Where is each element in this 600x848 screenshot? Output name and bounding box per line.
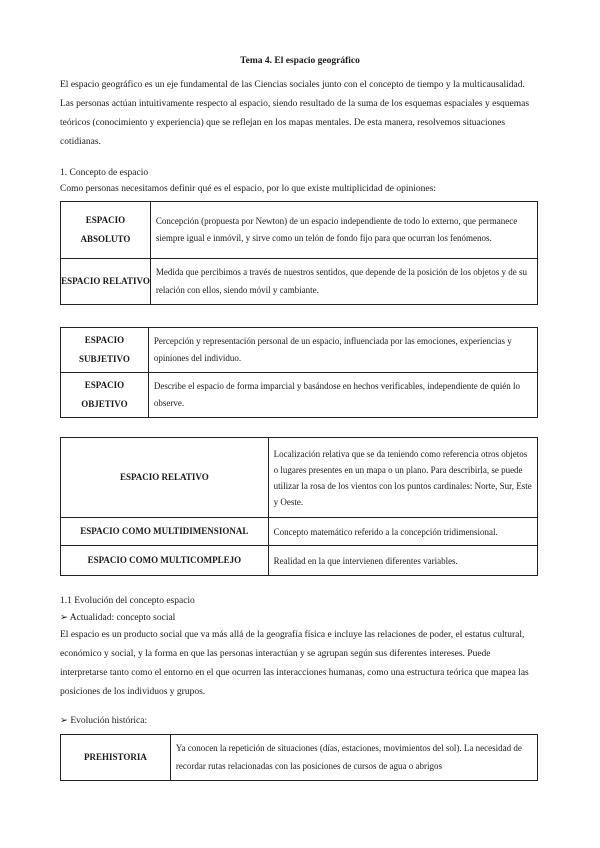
table-row <box>61 202 538 259</box>
table-term: ESPACIO OBJETIVO <box>61 373 149 418</box>
intro-paragraph: El espacio geográfico es un eje fundamental de las Ciencias sociales junto con el concepto de tiempo y la multicausalidad. Las personas actúan intuitivamente respecto al espacio, siendo resultado de la suma de los esquemas espaciales y esquemas teóricos (conocimiento y experiencia) que se reflejan en los mapas mentales. De esta manera, resolvemos situaciones cotidianas. <box>60 80 530 147</box>
section-text: Como personas necesitamos definir qué es el espacio, por lo que existe multiplicidad de opiniones: <box>60 184 436 194</box>
subsection-heading: 1.1 Evolución del concepto espacio <box>60 596 195 606</box>
table-row <box>61 259 538 305</box>
table-row <box>61 328 538 373</box>
table-description: Realidad en la que intervienen diferentes variables. <box>268 546 537 576</box>
concept-table-2 <box>60 327 538 418</box>
table-term: ESPACIO COMO MULTIDIMENSIONAL <box>61 518 269 546</box>
table-row <box>61 546 538 576</box>
table-description: Concepto matemático referido a la concepción tridimensional. <box>268 518 537 546</box>
table-description: Ya conocen la repetición de situaciones (días, estaciones, movimientos del sol). La necesidad de recordar rutas relacionadas con las posiciones de cursos de agua o abrigos <box>170 735 537 781</box>
table-term: ESPACIO COMO MULTICOMPLEJO <box>61 546 269 576</box>
table-description: Medida que percibimos a través de nuestros sentidos, que depende de la posición de los objetos y de su relación con ellos, siendo móvil y cambiante. <box>150 259 537 305</box>
actualidad-heading: ➢ Actualidad: concepto social <box>60 613 176 623</box>
table-term: ESPACIO ABSOLUTO <box>61 202 151 259</box>
concept-table-3 <box>60 437 538 576</box>
historica-heading: ➢ Evolución histórica: <box>60 716 148 726</box>
table-row <box>61 518 538 546</box>
table-description: Describe el espacio de forma imparcial y basándose en hechos verificables, independiente de quién lo observe. <box>148 373 537 418</box>
table-term: ESPACIO SUBJETIVO <box>61 328 149 373</box>
table-row <box>61 373 538 418</box>
actualidad-paragraph: El espacio es un producto social que va más allá de la geografía física e incluye las relaciones de poder, el estatus cultural, económico y social, y la forma en que las personas interactúan y se agrupan según sus diferentes intereses. Puede interpretarse tanto como el entorno en el que ocurren las interacciones humanas, como una estructura teórica que mapea las posiciones de los individuos y grupos. <box>60 630 529 697</box>
document-title: Tema 4. El espacio geográfico <box>240 56 360 66</box>
table-row <box>61 438 538 518</box>
table-term: ESPACIO RELATIVO <box>61 259 151 305</box>
history-table <box>60 734 538 781</box>
table-description: Concepción (propuesta por Newton) de un espacio independiente de todo lo externo, que permanece siempre igual e inmóvil, y sirve como un telón de fondo fijo para que ocurran los fenómenos. <box>150 202 537 259</box>
table-term: ESPACIO RELATIVO <box>61 438 269 518</box>
section-heading: 1. Concepto de espacio <box>60 168 149 178</box>
table-term: PREHISTORIA <box>61 735 171 781</box>
table-row <box>61 735 538 781</box>
table-description: Percepción y representación personal de un espacio, influenciada por las emociones, experiencias y opiniones del individuo. <box>148 328 537 373</box>
table-description: Localización relativa que se da teniendo como referencia otros objetos o lugares presentes en un mapa o un plano. Para describirla, se puede utilizar la rosa de los vientos con los puntos cardinales: Norte, Sur, Este y Oeste. <box>268 438 537 518</box>
concept-table-1 <box>60 201 538 305</box>
